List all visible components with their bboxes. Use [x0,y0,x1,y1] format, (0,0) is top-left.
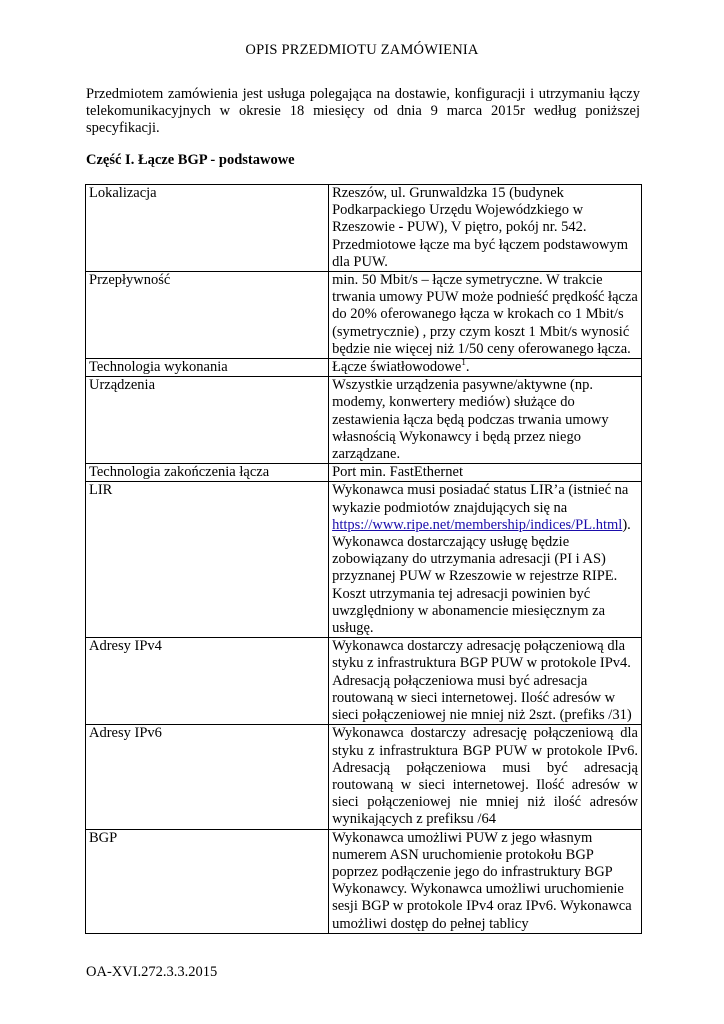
table-row [86,829,642,933]
specification-table [85,184,642,934]
page-title: OPIS PRZEDMIOTU ZAMÓWIENIA [245,42,479,58]
row-label-technologia-wykonania: Technologia wykonania [86,359,329,377]
row-label-ipv6: Adresy IPv6 [86,725,329,829]
row-value-bgp: Wykonawca umożliwi PUW z jego własnym numerem ASN uruchomienie protokołu BGP poprzez podłączenie jego do infrastruktury BGP Wykonawcy. Wykonawca umożliwi uruchomienie sesji BGP w protokole IPv4 oraz IPv6. Wykonawca umożliwi dostęp do pełnej tablicy [329,829,642,933]
row-value-przeplywnosc: min. 50 Mbit/s – łącze symetryczne. W trakcie trwania umowy PUW może podnieść prędkość łącza do 20% oferowanego łącza w krokach co 1 Mbit/s (symetrycznie) , przy czym koszt 1 Mbit/s wynosić będzie nie więcej niż 1/50 ceny oferowanego łącza. [329,272,642,359]
row-label-lokalizacja: Lokalizacja [86,185,329,272]
table-row [86,272,642,359]
technology-suffix: . [465,359,470,376]
row-value-urzadzenia: Wszystkie urządzenia pasywne/aktywne (np. modemy, konwertery mediów) służące do zestawienia łącza będą podczas trwania umowy własnością Wykonawcy i będą przez niego zarządzane. [329,377,642,464]
technology-value: Łącze światłowodowe [332,359,462,376]
row-value-ipv6: Wykonawca dostarczy adresację połączeniową dla styku z infrastruktura BGP PUW w protokole IPv6. Adresacją połączeniowa musi być adresacją routowaną w sieci internetowej. Ilość adresów w sieci połączeniowej nie mniej niż ilość adresów wynikających z prefiksu /64 [329,725,642,829]
table-row [86,185,642,272]
table-row [86,359,642,377]
row-label-technologia-zakonczenia: Technologia zakończenia łącza [86,464,329,482]
row-value-lokalizacja: Rzeszów, ul. Grunwaldzka 15 (budynek Podkarpackiego Urzędu Wojewódzkiego w Rzeszowie - PUW), V piętro, pokój nr. 542. Przedmiotowe łącze ma być łączem podstawowym dla PUW. [329,185,642,272]
row-label-bgp: BGP [86,829,329,933]
ripe-membership-link[interactable]: https://www.ripe.net/membership/indices/PL.html [332,516,623,533]
table-row [86,725,642,829]
section-heading: Część I. Łącze BGP - podstawowe [86,152,295,168]
row-value-technologia-wykonania [329,359,642,377]
row-label-przeplywnosc: Przepływność [86,272,329,359]
row-value-lir [329,482,642,638]
footnote-marker[interactable]: 1 [461,357,466,368]
table-row [86,377,642,464]
intro-paragraph: Przedmiotem zamówienia jest usługa polegająca na dostawie, konfiguracji i utrzymaniu łączy telekomunikacyjnych w okresie 18 miesięcy od dnia 9 marca 2015r według poniższej specyfikacji. [86,86,640,136]
row-label-urzadzenia: Urządzenia [86,377,329,464]
lir-text-before: Wykonawca musi posiadać status LIR’a (istnieć na wykazie podmiotów znajdujących się na [332,482,629,516]
lir-text-after: ). Wykonawca dostarczający usługę będzie zobowiązany do utrzymania adresacji (PI i AS) przyznanej PUW w Rzeszowie w rejestrze RIPE. Koszt utrzymania tej adresacji powinien być uwzględniony w abonamencie miesięcznym za usługę. [332,516,631,637]
row-value-technologia-zakonczenia: Port min. FastEthernet [329,464,642,482]
table-row [86,464,642,482]
table-row [86,638,642,725]
row-value-ipv4: Wykonawca dostarczy adresację połączeniową dla styku z infrastruktura BGP PUW w protokole IPv4. Adresacją połączeniowa musi być adresacja routowaną w sieci internetowej. Ilość adresów w sieci połączeniowej nie mniej niż 2szt. (prefiks /31) [329,638,642,725]
table-row [86,482,642,638]
document-reference: OA-XVI.272.3.3.2015 [86,964,218,980]
row-label-ipv4: Adresy IPv4 [86,638,329,725]
row-label-lir: LIR [86,482,329,638]
